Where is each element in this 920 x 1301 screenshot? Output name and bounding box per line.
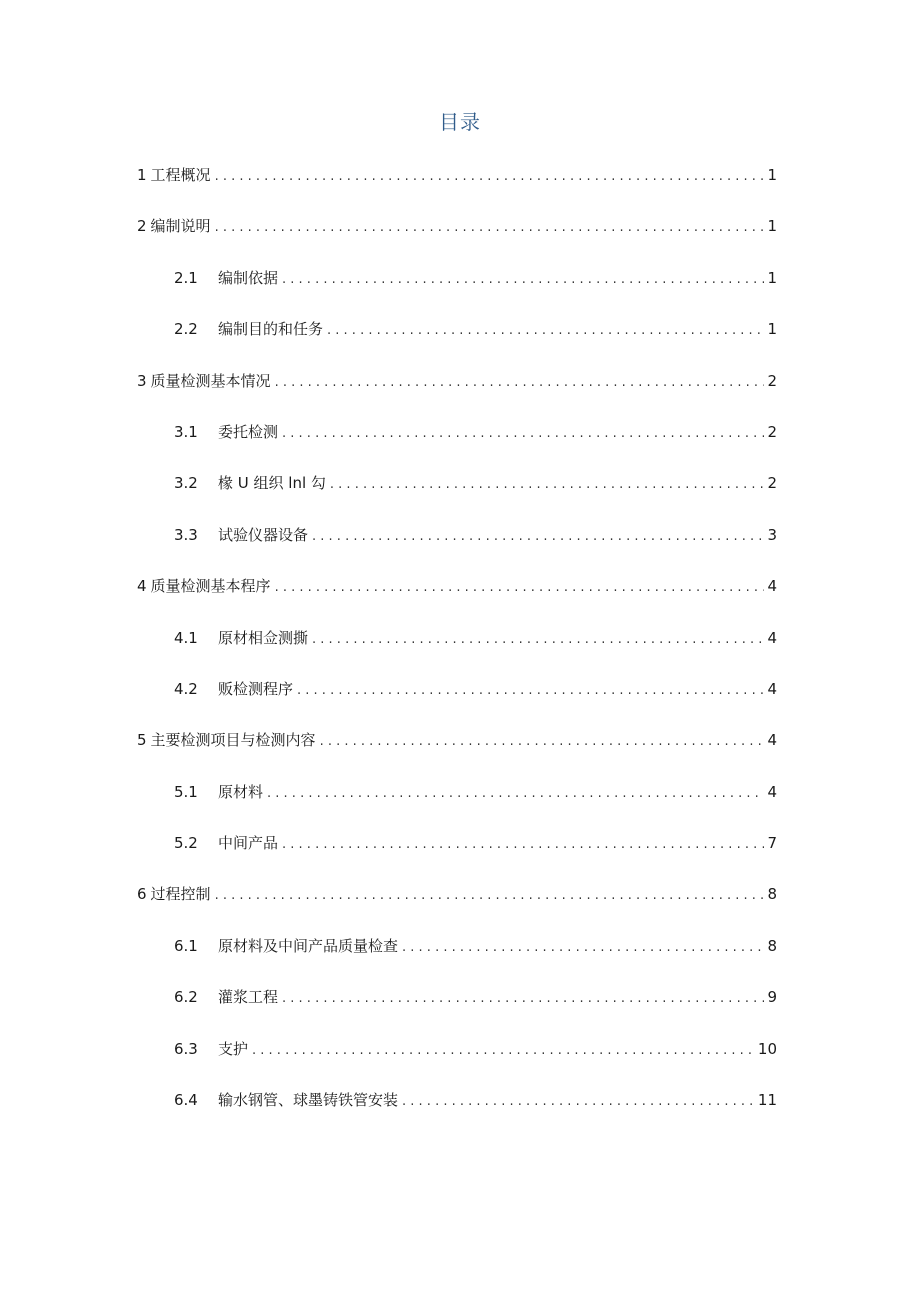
toc-entry-2-2[interactable] [137,314,777,365]
toc-entry-page-number: 4 [767,679,777,698]
toc-dot-leader [282,984,764,1014]
toc-entry-number: 6.3 [174,1039,198,1058]
toc-entry-title: 过程控制 [150,885,211,904]
toc-entry-number: 3.1 [174,422,198,441]
toc-dot-leader [312,522,764,552]
toc-entry-number: 5.2 [174,834,198,853]
toc-entry-page-number: 9 [767,988,777,1007]
toc-entry-number: 6.4 [174,1091,198,1110]
toc-dot-leader [402,933,764,963]
toc-entry-page-number: 2 [767,422,777,441]
toc-entry-title: 编制目的和任务 [218,320,324,339]
toc-dot-leader [282,830,764,860]
toc-entry-5-1[interactable] [137,777,777,828]
toc-entry-number: 4.2 [174,679,198,698]
toc-dot-leader [275,368,765,398]
toc-entry-number: 6.2 [174,988,198,1007]
toc-entry-page-number: 4 [767,782,777,801]
toc-dot-leader [282,419,764,449]
toc-entry-number: 2.1 [174,268,198,287]
toc-entry-title: 原材料及中间产品质量检查 [218,936,399,955]
toc-dot-leader [275,573,765,603]
toc-entry-number: 2 [137,217,147,236]
toc-entry-title: 原材料 [218,782,264,801]
toc-dot-leader [215,881,765,911]
toc-entry-page-number: 3 [767,525,777,544]
toc-entry-page-number: 2 [767,371,777,390]
toc-entry-page-number: 1 [767,166,777,184]
toc-entry-title: 主要检测项目与检测内容 [150,731,316,750]
toc-entry-page-number: 1 [767,268,777,287]
toc-entry-page-number: 7 [767,834,777,853]
toc-entry-6[interactable] [137,879,777,930]
toc-entry-page-number: 1 [767,217,777,236]
toc-entry-title: 质量检测基本程序 [150,577,271,596]
toc-entry-3[interactable] [137,366,777,417]
toc-dot-leader [330,470,765,500]
toc-entry-title: 输水钢管、球墨铸铁管安装 [218,1091,399,1110]
toc-entry-6-4[interactable] [137,1085,777,1136]
toc-dot-leader [282,265,764,295]
toc-entry-title: 椽 U 组织 lnl 勾 [218,474,326,493]
toc-entry-page-number: 2 [767,474,777,493]
toc-dot-leader [297,676,764,706]
toc-dot-leader [267,779,764,809]
toc-entry-page-number: 8 [767,885,777,904]
toc-entry-number: 5 [137,731,147,750]
toc-entry-number: 3.3 [174,525,198,544]
toc-entry-number: 6 [137,885,147,904]
toc-entry-title: 贩检测程序 [218,679,294,698]
toc-entry-3-1[interactable] [137,417,777,468]
toc-entry-page-number: 1 [767,320,777,339]
toc-entry-1[interactable] [137,160,777,211]
toc-entry-4[interactable] [137,571,777,622]
toc-dot-leader [312,625,764,655]
toc-entry-page-number: 4 [767,628,777,647]
toc-entry-page-number: 11 [757,1091,777,1110]
toc-entry-title: 编制依据 [218,268,279,287]
toc-dot-leader [215,213,765,243]
toc-entry-3-2[interactable] [137,468,777,519]
table-of-contents [137,160,777,1136]
toc-entry-3-3[interactable] [137,520,777,571]
toc-entry-number: 4 [137,577,147,596]
toc-entry-4-1[interactable] [137,623,777,674]
toc-entry-4-2[interactable] [137,674,777,725]
toc-title: 目录 [439,110,481,134]
toc-entry-page-number: 8 [767,936,777,955]
toc-entry-number: 6.1 [174,936,198,955]
toc-entry-page-number: 4 [767,731,777,750]
toc-entry-title: 灌浆工程 [218,988,279,1007]
toc-entry-title: 原材相佥测撕 [218,628,309,647]
toc-entry-6-2[interactable] [137,982,777,1033]
toc-entry-number: 4.1 [174,628,198,647]
toc-entry-number: 3 [137,371,147,390]
toc-entry-number: 2.2 [174,320,198,339]
toc-entry-number: 5.1 [174,782,198,801]
toc-entry-title: 编制说明 [150,217,211,236]
toc-entry-title: 支护 [218,1039,249,1058]
toc-entry-title: 中间产品 [218,834,279,853]
toc-dot-leader [252,1036,755,1066]
toc-dot-leader [215,162,765,192]
toc-entry-page-number: 4 [767,577,777,596]
toc-entry-title: 委托检测 [218,422,279,441]
toc-entry-2[interactable] [137,211,777,262]
toc-entry-2-1[interactable] [137,263,777,314]
toc-entry-title: 质量检测基本情况 [150,371,271,390]
toc-dot-leader [402,1087,755,1117]
toc-entry-title: 试验仪器设备 [218,525,309,544]
toc-entry-5[interactable] [137,725,777,776]
toc-entry-5-2[interactable] [137,828,777,879]
toc-dot-leader [320,727,765,757]
toc-entry-title: 工程概况 [150,166,211,184]
toc-dot-leader [327,316,764,346]
toc-entry-number: 1 [137,166,147,184]
toc-entry-6-1[interactable] [137,931,777,982]
toc-entry-number: 3.2 [174,474,198,493]
toc-entry-6-3[interactable] [137,1034,777,1085]
toc-entry-page-number: 10 [757,1039,777,1058]
